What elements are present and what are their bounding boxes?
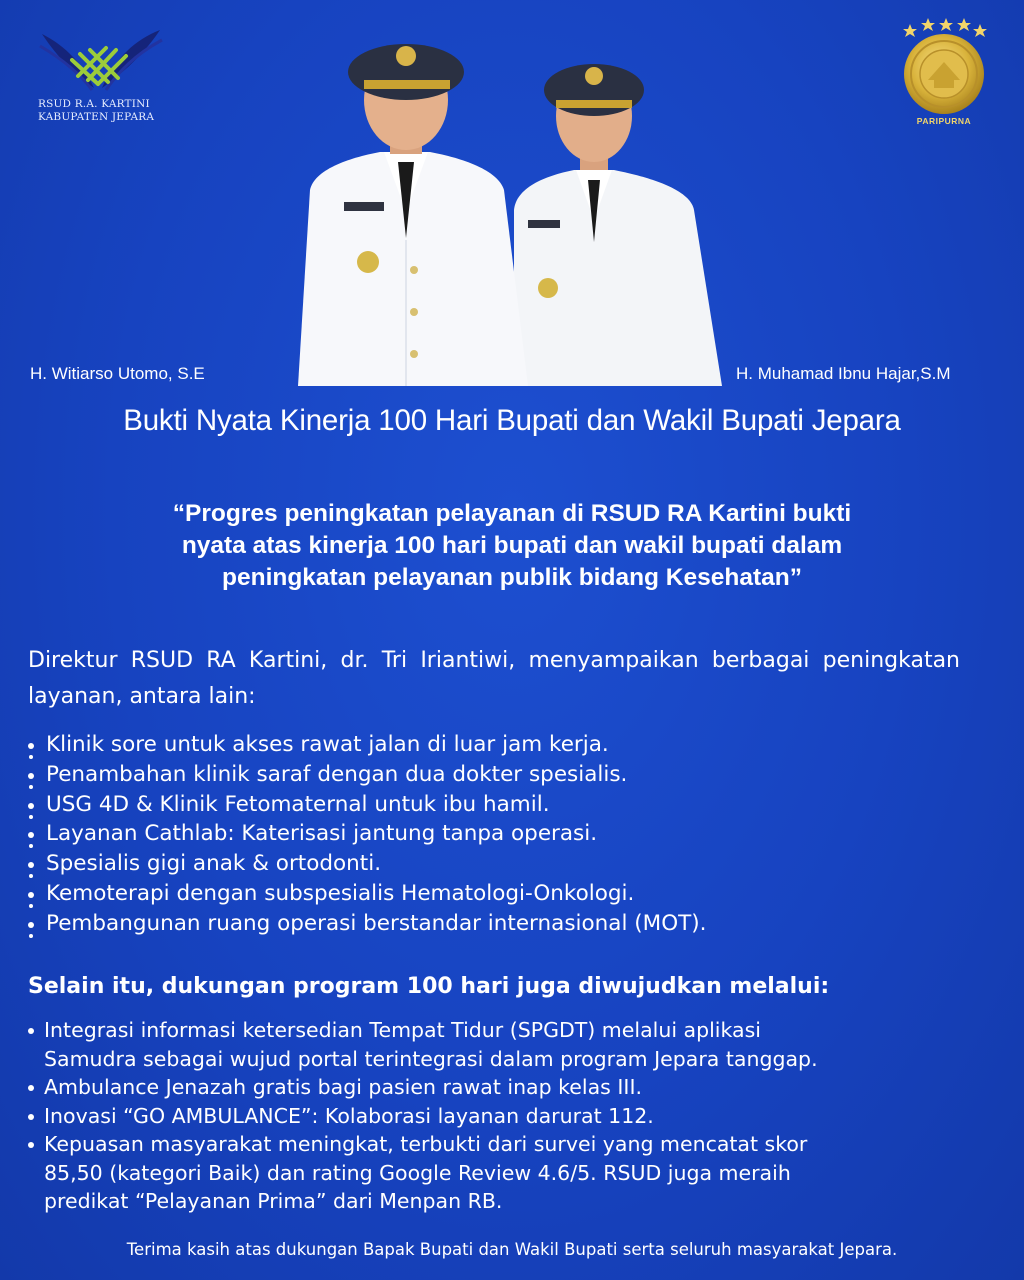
support-list (28, 1016, 998, 1216)
quote-line-2: nyata atas kinerja 100 hari bupati dan wakil bupati dalam (181, 532, 843, 559)
hospital-logo (36, 26, 166, 136)
list-item (28, 1073, 998, 1102)
list-item-line: Kepuasan masyarakat meningkat, terbukti dari survei yang mencatat skor (44, 1132, 808, 1156)
quote-line-1: “Progres peningkatan pelayanan di RSUD RA Kartini bukti (172, 500, 852, 527)
list-item-line: Ambulance Jenazah gratis bagi pasien rawat inap kelas III. (44, 1075, 643, 1099)
list-item: Penambahan klinik saraf dengan dua dokter spesialis. (28, 760, 988, 790)
list-item-line: Samudra sebagai wujud portal terintegrasi dalam program Jepara tanggap. (44, 1046, 818, 1071)
bupati-figure (298, 44, 528, 386)
list-item: Pembangunan ruang operasi berstandar internasional (MOT). (28, 909, 988, 939)
accreditation-seal (888, 16, 1000, 136)
closing-thanks: Terima kasih atas dukungan Bapak Bupati dan Wakil Bupati serta seluruh masyarakat Jepara. (126, 1240, 898, 1259)
headline: Bukti Nyata Kinerja 100 Hari Bupati dan Wakil Bupati Jepara (123, 404, 901, 437)
list-item: USG 4D & Klinik Fetomaternal untuk ibu hamil. (28, 790, 988, 820)
seal-caption: PARIPURNA (916, 116, 972, 126)
list-item: Spesialis gigi anak & ortodonti. (28, 849, 988, 879)
wakil-bupati-figure (514, 64, 722, 386)
list-item-line: Inovasi “GO AMBULANCE”: Kolaborasi layanan darurat 112. (44, 1103, 654, 1128)
list-item: Kemoterapi dengan subspesialis Hematologi-Onkologi. (28, 879, 988, 909)
wakil-bupati-name: H. Muhamad Ibnu Hajar,S.M (736, 364, 951, 383)
support-heading: Selain itu, dukungan program 100 hari juga diwujudkan melalui: (28, 974, 830, 999)
list-item: Layanan Cathlab: Katerisasi jantung tanpa operasi. (28, 819, 988, 849)
list-item-line: Integrasi informasi ketersedian Tempat Tidur (SPGDT) melalui aplikasi (44, 1018, 761, 1042)
list-item (28, 1130, 998, 1216)
intro-paragraph: Direktur RSUD RA Kartini, dr. Tri Iriantiwi, menyampaikan berbagai peningkatan layanan, antara lain: (28, 648, 960, 709)
list-item-line: predikat “Pelayanan Prima” dari Menpan RB. (44, 1189, 503, 1213)
logo-line-1: RSUD R.A. KARTINI (38, 98, 150, 110)
paripurna-seal-icon (888, 16, 1000, 116)
logo-line-2: KABUPATEN JEPARA (38, 111, 155, 123)
rsud-kartini-logo-icon (36, 26, 166, 96)
logo-text (38, 98, 154, 124)
officials-photo (292, 20, 732, 386)
quote-block (60, 498, 964, 594)
list-item-line: 85,50 (kategori Baik) dan rating Google Review 4.6/5. RSUD juga meraih (44, 1160, 791, 1185)
list-item: Klinik sore untuk akses rawat jalan di luar jam kerja. (28, 730, 988, 760)
services-list (28, 730, 988, 939)
list-item (28, 1016, 998, 1073)
officials-portrait-illustration (292, 20, 732, 386)
bupati-name: H. Witiarso Utomo, S.E (30, 364, 205, 383)
quote-line-3: peningkatan pelayanan publik bidang Kesehatan” (222, 564, 802, 591)
list-item (28, 1102, 998, 1131)
